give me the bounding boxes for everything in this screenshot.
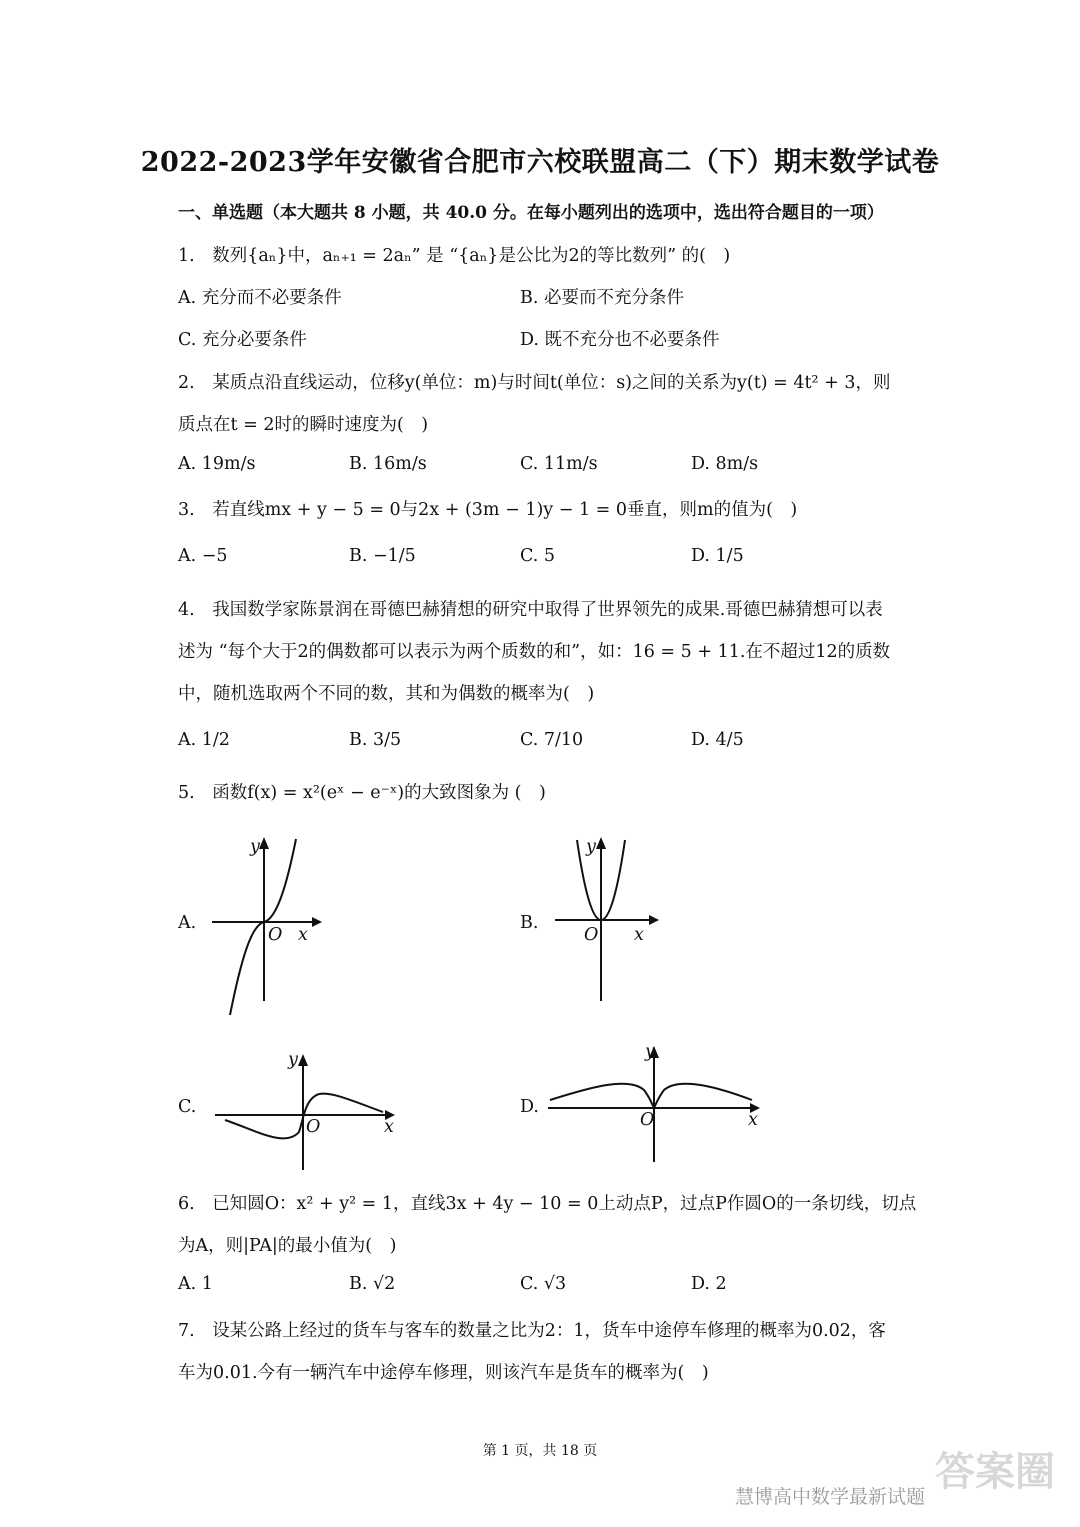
graph-d-x-label: x bbox=[748, 1110, 758, 1130]
q3-option-d: D. 1/5 bbox=[691, 546, 744, 566]
q4-option-a: A. 1/2 bbox=[178, 730, 230, 750]
q6-option-d: D. 2 bbox=[691, 1274, 727, 1294]
q6-option-c: C. √3 bbox=[520, 1274, 567, 1294]
graph-b-y-label: y bbox=[586, 837, 596, 857]
graph-b bbox=[555, 835, 665, 1003]
question-7-line-1: 7. 设某公路上经过的货车与客车的数量之比为2：1，货车中途停车修理的概率为0.02，客 bbox=[178, 1321, 886, 1341]
graph-a-x-label: x bbox=[298, 925, 308, 945]
q5-option-c: C. bbox=[178, 1097, 197, 1117]
graph-c bbox=[215, 1050, 395, 1172]
question-2-line-1: 2. 某质点沿直线运动，位移y(单位：m)与时间t(单位：s)之间的关系为y(t) = 4t² + 3，则 bbox=[178, 373, 891, 393]
page-footer: 第 1 页，共 18 页 bbox=[482, 1443, 598, 1459]
question-7-line-2: 车为0.01.今有一辆汽车中途停车修理，则该汽车是货车的概率为( ) bbox=[178, 1363, 709, 1383]
section-heading: 一、单选题（本大题共 8 小题，共 40.0 分。在每小题列出的选项中，选出符合题目的一项） bbox=[178, 203, 884, 223]
q2-option-b: B. 16m/s bbox=[349, 454, 427, 474]
q1-option-a: A. 充分而不必要条件 bbox=[178, 288, 342, 308]
q5-option-b: B. bbox=[520, 913, 539, 933]
question-5: 5. 函数f(x) = x²(eˣ − e⁻ˣ)的大致图象为 ( ) bbox=[178, 783, 546, 803]
graph-c-y-label: y bbox=[288, 1050, 298, 1070]
graph-c-origin-label: O bbox=[306, 1117, 321, 1137]
q2-option-c: C. 11m/s bbox=[520, 454, 598, 474]
q5-option-a: A. bbox=[178, 913, 197, 933]
q4-option-d: D. 4/5 bbox=[691, 730, 744, 750]
question-3: 3. 若直线mx + y − 5 = 0与2x + (3m − 1)y − 1 = 0垂直，则m的值为( ) bbox=[178, 500, 798, 520]
q4-option-c: C. 7/10 bbox=[520, 730, 584, 750]
q2-option-a: A. 19m/s bbox=[178, 454, 256, 474]
q2-option-d: D. 8m/s bbox=[691, 454, 759, 474]
graph-a-y-label: y bbox=[250, 837, 260, 857]
question-4-line-2: 述为 “每个大于2的偶数都可以表示为两个质数的和”，如：16 = 5 + 11.在不超过12的质数 bbox=[178, 642, 891, 662]
q6-option-a: A. 1 bbox=[178, 1274, 213, 1294]
q1-option-b: B. 必要而不充分条件 bbox=[520, 288, 684, 308]
watermark-logo: 答案圈 bbox=[935, 1449, 1055, 1495]
question-2-line-2: 质点在t = 2时的瞬时速度为( ) bbox=[178, 415, 429, 435]
q6-option-b: B. √2 bbox=[349, 1274, 396, 1294]
graph-b-origin-label: O bbox=[584, 925, 599, 945]
question-4-line-3: 中，随机选取两个不同的数，其和为偶数的概率为( ) bbox=[178, 684, 595, 704]
q3-option-b: B. −1/5 bbox=[349, 546, 416, 566]
graph-c-x-label: x bbox=[384, 1117, 394, 1137]
q1-option-c: C. 充分必要条件 bbox=[178, 330, 307, 350]
graph-d-y-label: y bbox=[645, 1042, 655, 1062]
graph-a-origin-label: O bbox=[268, 925, 283, 945]
page-title: 2022-2023学年安徽省合肥市六校联盟高二（下）期末数学试卷 bbox=[140, 147, 940, 178]
q4-option-b: B. 3/5 bbox=[349, 730, 402, 750]
q3-option-a: A. −5 bbox=[178, 546, 228, 566]
q1-option-d: D. 既不充分也不必要条件 bbox=[520, 330, 720, 350]
watermark-text: 慧博高中数学最新试题 bbox=[735, 1486, 926, 1508]
q5-option-d: D. bbox=[520, 1097, 539, 1117]
graph-d-origin-label: O bbox=[640, 1110, 655, 1130]
graph-b-x-label: x bbox=[634, 925, 644, 945]
question-6-line-2: 为A，则|PA|的最小值为( ) bbox=[178, 1236, 397, 1256]
question-4-line-1: 4. 我国数学家陈景润在哥德巴赫猜想的研究中取得了世界领先的成果.哥德巴赫猜想可以表 bbox=[178, 600, 883, 620]
question-6-line-1: 6. 已知圆O：x² + y² = 1，直线3x + 4y − 10 = 0上动点P，过点P作圆O的一条切线，切点 bbox=[178, 1194, 917, 1214]
question-1: 1. 数列{aₙ}中，aₙ₊₁ = 2aₙ” 是 “{aₙ}是公比为2的等比数列” 的( ) bbox=[178, 246, 731, 266]
q3-option-c: C. 5 bbox=[520, 546, 556, 566]
